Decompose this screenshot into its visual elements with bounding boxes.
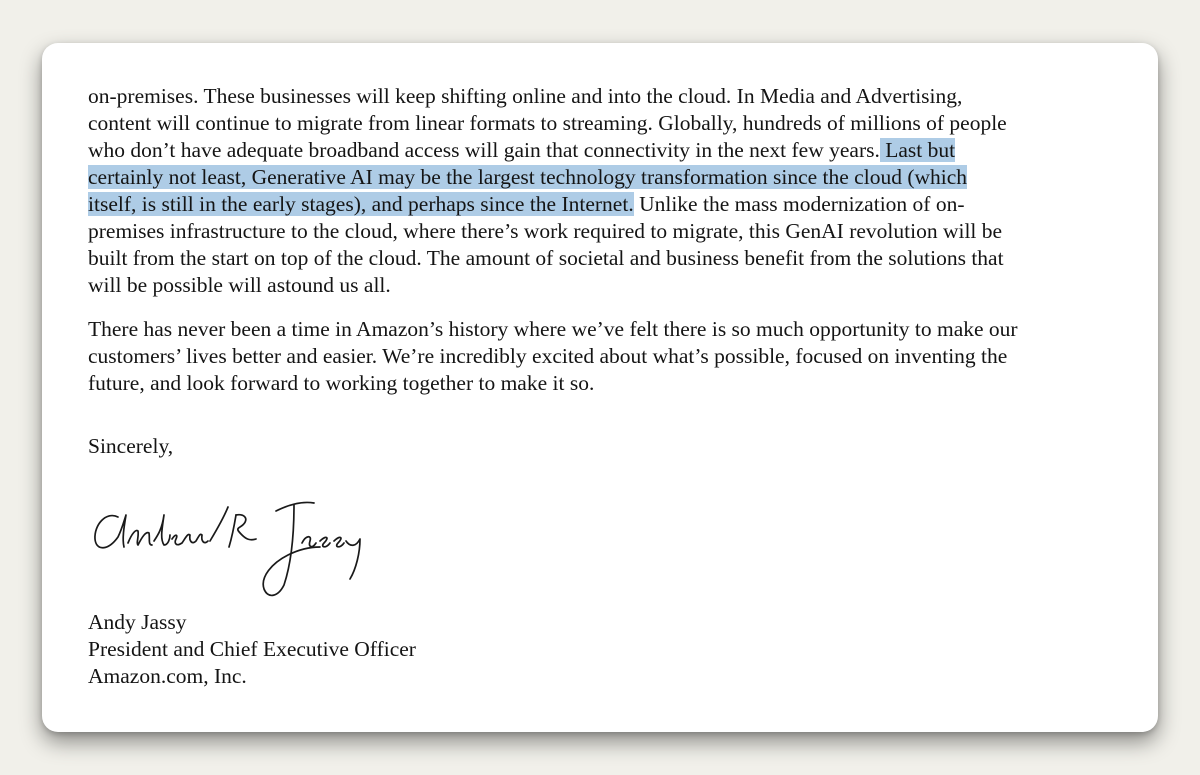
text-segment: who don’t have adequate broadband access will gain that connectivity in the next few years. [88,138,880,162]
text-line: built from the start on top of the cloud. The amount of societal and business benefit from the solutions that [88,246,1004,270]
text-line: future, and look forward to working together to make it so. [88,371,595,395]
letter-body [88,83,1128,460]
highlighted-text[interactable]: certainly not least, Generative AI may be the largest technology transformation since the cloud (which [88,165,968,189]
closing-salutation: Sincerely, [88,434,174,458]
text-segment: Unlike the mass modernization of on- [633,192,965,216]
text-line: customers’ lives better and easier. We’re incredibly excited about what’s possible, focused on inventing the [88,344,1008,368]
text-line [88,137,1128,164]
paragraph-1 [88,83,1128,299]
highlighted-text[interactable]: Last but [879,138,956,162]
text-line: on-premises. These businesses will keep shifting online and into the cloud. In Media and Advertising, [88,84,963,108]
text-line [88,164,1128,191]
letter-card [42,43,1158,732]
signer-title: President and Chief Executive Officer [88,637,416,661]
highlighted-text[interactable]: itself, is still in the early stages), and perhaps since the Internet. [88,192,634,216]
company-name: Amazon.com, Inc. [88,664,247,688]
signer-name: Andy Jassy [88,610,187,634]
text-line [88,191,1128,218]
text-line: will be possible will astound us all. [88,273,391,297]
paragraph-2 [88,316,1128,397]
handwritten-signature [88,481,418,611]
text-line: premises infrastructure to the cloud, where there’s work required to migrate, this GenAI revolution will be [88,219,1003,243]
text-line: content will continue to migrate from linear formats to streaming. Globally, hundreds of millions of people [88,111,1007,135]
signature-block [88,609,416,690]
text-line: There has never been a time in Amazon’s history where we’ve felt there is so much opportunity to make our [88,317,1018,341]
